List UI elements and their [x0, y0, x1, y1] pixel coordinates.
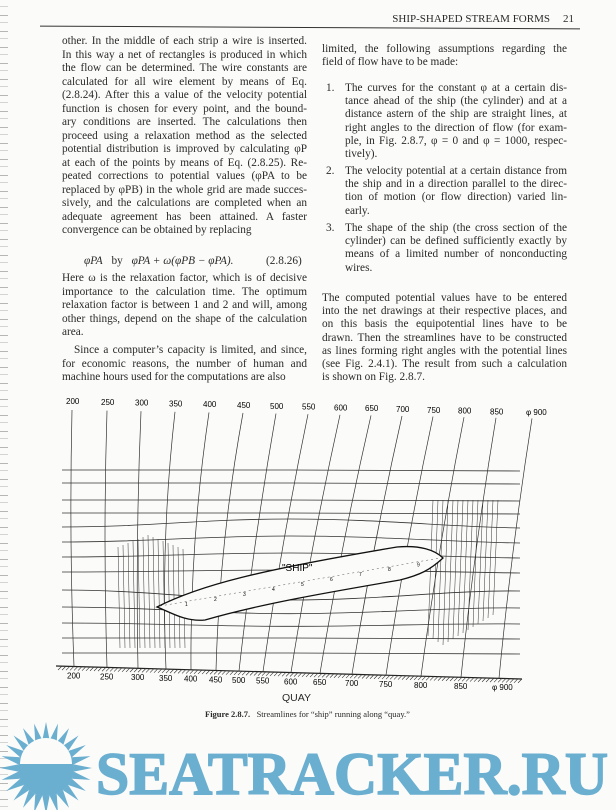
- text-line: limited, the following assumptions regarding the: [322, 43, 567, 55]
- text-line: The computed potential values have to be entered: [322, 292, 567, 304]
- top-potential-label: φ 900: [526, 408, 547, 418]
- text-line: machine hours used for the computations are also: [62, 371, 286, 383]
- text-line: relaxation factor is between 1 and 2 and will, among: [62, 299, 307, 311]
- bottom-potential-label: φ 900: [492, 683, 513, 693]
- text-line: The shape of the ship (the cross section of the: [345, 222, 567, 234]
- sun-ray: [34, 794, 42, 810]
- streamline: [62, 607, 520, 614]
- wire-number: 1: [185, 601, 188, 608]
- sun-ray: [2, 756, 21, 764]
- equipotential-detail-line: [148, 535, 150, 648]
- text-line: on this basis the equipotential lines have to be: [322, 318, 567, 331]
- equipotential-detail-line: [463, 500, 468, 633]
- text-line: potential distribution is improved by calculating φP: [62, 143, 307, 155]
- bottom-potential-label: 350: [159, 673, 173, 683]
- text-line: In this way a net of rectangles is produced in which: [62, 48, 307, 61]
- equation-by: by: [111, 255, 123, 267]
- text-line: proceed using a relaxation method as the selected: [62, 129, 307, 142]
- sun-ray: [2, 772, 21, 780]
- streamline: [62, 638, 520, 639]
- text-line: for economic reasons, the number of human and: [62, 357, 307, 370]
- bottom-potential-label: 850: [454, 682, 468, 692]
- equipotential-detail-line: [168, 543, 170, 648]
- text-line: adequate agreement has been attained. A faster: [62, 210, 307, 223]
- bottom-potential-label: 750: [379, 680, 393, 690]
- text-line: means of a limited number of nonconducting: [345, 248, 567, 261]
- equipotential-line: [216, 413, 243, 670]
- equipotential-line: [191, 412, 209, 669]
- bottom-potential-label: 300: [131, 673, 145, 683]
- equation-number: (2.8.26): [266, 255, 302, 267]
- text-line: other. In the middle of each strip a wire is inserted.: [62, 35, 307, 47]
- wire-number: 8: [388, 567, 391, 574]
- text-line: early.: [345, 204, 370, 217]
- wire-number: 6: [330, 577, 333, 584]
- wire-number: 7: [359, 572, 362, 579]
- bottom-potential-label: 250: [100, 672, 114, 682]
- top-potential-label: 300: [135, 398, 149, 408]
- bottom-potential-label: 650: [313, 678, 327, 688]
- text-line: Here ω is the relaxation factor, which is of decisive: [62, 272, 307, 284]
- wire-number: 9: [417, 562, 420, 569]
- equipotential-detail-line: [438, 500, 443, 642]
- text-line: the flow can be determined. The wire constants are: [62, 62, 307, 74]
- equipotential-detail-line: [448, 500, 453, 642]
- text-line: wires.: [345, 261, 373, 274]
- list-number-2: 2.: [326, 165, 335, 177]
- bottom-potential-label: 700: [345, 679, 359, 689]
- text-line: field of flow have to be made:: [322, 56, 459, 69]
- top-potential-label: 700: [396, 405, 410, 414]
- streamline: [62, 653, 520, 654]
- equipotential-line: [291, 415, 340, 673]
- equipotential-detail-line: [453, 500, 458, 639]
- top-potential-label: 750: [427, 405, 441, 415]
- text-line: at each of the points by means of Eq. (2.8.25). Re-: [62, 156, 307, 169]
- sun-ray: [72, 756, 91, 764]
- wire-number: 5: [301, 582, 304, 589]
- equipotential-detail-line: [133, 541, 135, 648]
- text-line: distance astern of the ship are straight lines, at: [345, 108, 567, 121]
- seatracker-watermark: [0, 722, 616, 810]
- equipotential-detail-line: [118, 547, 120, 648]
- equipotential-detail-line: [173, 545, 175, 648]
- sun-ray: [50, 794, 58, 810]
- top-potential-label: 550: [302, 402, 316, 412]
- text-line: importance to the calculation time. The optimum: [62, 285, 307, 298]
- bottom-potential-label: 450: [209, 675, 223, 685]
- equipotential-detail-line: [468, 500, 473, 630]
- equipotential-line: [71, 410, 74, 666]
- wire-number: 3: [243, 591, 246, 598]
- equipotential-detail-line: [128, 543, 130, 648]
- text-line: (2.8.24). After this a value of the velocity potential: [62, 89, 307, 101]
- bottom-potential-label: 800: [414, 681, 428, 691]
- equipotential-detail-line: [123, 545, 125, 648]
- bottom-potential-label: 400: [184, 674, 198, 684]
- equipotential-line: [239, 414, 276, 671]
- sun-logo-icon: [0, 722, 92, 810]
- quay-label: QUAY: [282, 692, 311, 704]
- top-potential-label: 650: [365, 404, 379, 414]
- text-line: function is chosen for every point, and the bound-: [62, 102, 307, 115]
- text-line: (see Fig. 2.4.1). The result from such a calculation: [322, 357, 567, 370]
- sun-ray: [42, 796, 49, 810]
- top-potential-label: 800: [458, 406, 472, 416]
- streamline: [62, 513, 520, 514]
- top-potential-label: 450: [237, 401, 251, 410]
- figure-caption: [205, 709, 410, 719]
- text-line: area.: [62, 326, 84, 338]
- text-line: as lines forming right angles with the potential lines: [322, 344, 567, 357]
- ship-label: "SHIP": [282, 563, 313, 574]
- text-line: cylinder) can be defined sufficiently exactly by: [345, 235, 567, 248]
- text-line: Since a computer’s capacity is limited, and since,: [74, 344, 307, 356]
- text-line: tively).: [345, 147, 378, 160]
- caption-number: Figure 2.8.7.: [205, 709, 251, 719]
- text-line: convergence can be obtained by replacing: [62, 224, 252, 236]
- caption-text: Streamlines for “ship” running along “quay.”: [256, 709, 410, 719]
- text-line: calculated for all wire element by means of Eq.: [62, 75, 307, 88]
- top-potential-label: 350: [169, 399, 183, 409]
- equipotential-detail-line: [488, 500, 493, 618]
- bottom-potential-label: 600: [284, 677, 298, 687]
- sun-ray: [42, 722, 49, 740]
- equipotential-detail-line: [153, 537, 155, 648]
- bottom-potential-label: 550: [256, 676, 270, 686]
- top-potential-label: 500: [270, 401, 284, 411]
- top-potential-label: 850: [490, 407, 504, 417]
- streamline: [62, 623, 520, 626]
- text-line: drawn. Then the streamlines have to be constructed: [322, 331, 567, 344]
- equipotential-detail-line: [443, 500, 448, 645]
- text-line: tance ahead of the ship (the cylinder) and at a: [345, 95, 567, 108]
- watermark-text: SEATRACKER.RU: [96, 741, 608, 807]
- text-line: right angles to the direction of flow (for exam-: [345, 121, 567, 134]
- equipotential-detail-line: [433, 500, 438, 639]
- page-number: 21: [563, 13, 574, 25]
- top-potential-label: 400: [203, 400, 217, 410]
- list-number-3: 3.: [326, 222, 335, 234]
- text-line: into the net drawings at their respective places, and: [322, 305, 567, 318]
- list-number-1: 1.: [326, 82, 335, 94]
- equation-lhs: φPA: [84, 255, 103, 267]
- sun-ray: [72, 772, 91, 780]
- equipotential-detail-line: [138, 539, 140, 648]
- streamline: [62, 470, 520, 471]
- equipotential-line: [263, 414, 308, 671]
- text-line: The curves for the constant φ at a certain dis-: [345, 82, 567, 94]
- text-line: is shown on Fig. 2.8.7.: [322, 371, 425, 384]
- text-line: peated corrections to potential values (φPA to be: [62, 170, 307, 182]
- text-line: sively, and the calculations are completed when an: [62, 197, 307, 209]
- equipotential-line: [352, 416, 402, 674]
- equipotential-line: [105, 411, 107, 668]
- ship-outline: [157, 547, 443, 621]
- text-line: tion of motion (or flow direction) varied lin-: [345, 191, 567, 204]
- wire-number: 2: [214, 596, 217, 603]
- top-potential-label: 200: [66, 397, 80, 406]
- equation-rhs: φPA + ω(φPB − φPA).: [131, 255, 234, 267]
- text-line: The velocity potential at a certain distance from: [345, 165, 567, 177]
- equipotential-detail-line: [483, 500, 488, 621]
- top-potential-label: 250: [101, 397, 115, 407]
- text-line: the ship and in a direction parallel to the direc-: [345, 178, 567, 191]
- text-line: ple, in Fig. 2.8.7, φ = 0 and φ = 1000, respec-: [345, 134, 567, 147]
- wire-number: 4: [272, 586, 275, 593]
- bottom-potential-label: 500: [232, 675, 246, 685]
- running-title: SHIP-SHAPED STREAM FORMS: [392, 13, 550, 25]
- text-line: other things, depend on the shape of the calculation: [62, 312, 307, 325]
- text-line: replaced by φPB) in the whole grid are made succes-: [62, 183, 307, 196]
- equipotential-line: [320, 415, 371, 673]
- text-line: ary conditions are inserted. The calculations then: [62, 116, 307, 128]
- bottom-potential-label: 200: [67, 671, 81, 681]
- equipotential-detail-line: [458, 500, 463, 636]
- sun-ray: [74, 764, 92, 771]
- streamline: [62, 519, 520, 528]
- sun-ray: [0, 764, 18, 771]
- top-potential-label: 600: [334, 403, 348, 413]
- equipotential-line: [421, 417, 464, 676]
